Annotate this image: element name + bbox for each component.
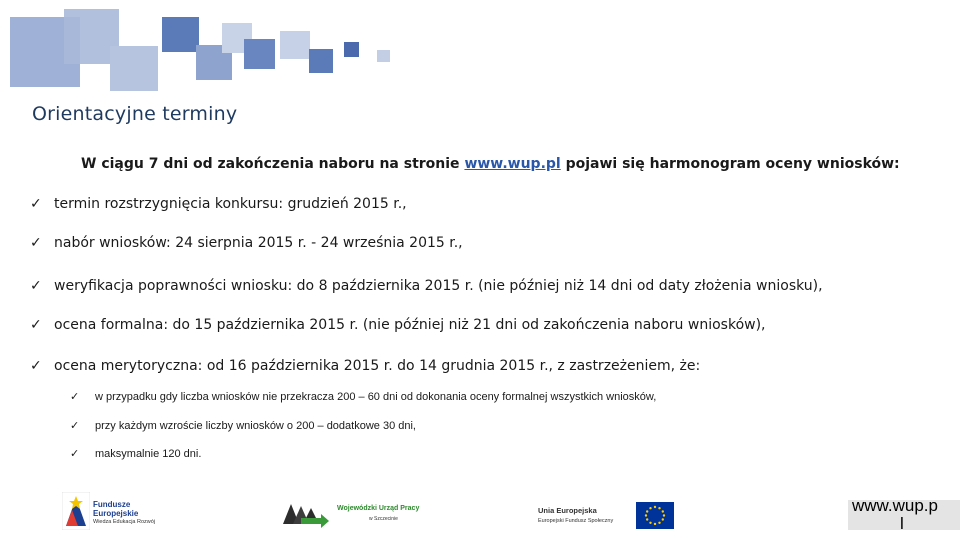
sub-list-item-text: maksymalnie 120 dni. (95, 448, 202, 460)
fundusze-europejskie-logo (62, 492, 182, 532)
check-icon: ✓ (70, 390, 80, 403)
list-item-text: nabór wniosków: 24 sierpnia 2015 r. - 24 września 2015 r., (54, 235, 463, 251)
intro-text (81, 156, 900, 172)
list-item (30, 317, 766, 333)
list-item (30, 278, 823, 294)
check-icon: ✓ (30, 317, 42, 333)
fe-emblem-icon (62, 492, 90, 530)
list-item (30, 196, 407, 212)
intro-after: pojawi się harmonogram oceny wniosków: (560, 156, 900, 172)
list-item-text: termin rozstrzygnięcia konkursu: grudzień 2015 r., (54, 196, 407, 212)
intro-before: W ciągu 7 dni od zakończenia naboru na stronie (81, 156, 465, 172)
check-icon: ✓ (70, 419, 80, 432)
wup-line2: w Szczecinie (369, 516, 398, 522)
wup-emblem-icon (281, 498, 331, 528)
check-icon: ✓ (30, 196, 42, 212)
list-item (30, 235, 463, 251)
check-icon: ✓ (70, 447, 80, 460)
unia-europejska-logo (538, 502, 678, 532)
list-item-text: ocena formalna: do 15 października 2015 r. (nie później niż 21 dni od zakończenia naboru wniosków), (54, 317, 766, 333)
url-text[interactable]: www.wup.p (852, 496, 938, 515)
wup-logo (281, 498, 431, 530)
wup-line1: Wojewódzki Urząd Pracy (337, 505, 420, 512)
fe-line2: Europejskie (93, 509, 139, 518)
ue-line1: Unia Europejska (538, 506, 597, 515)
sub-list-item (70, 447, 201, 460)
eu-flag-icon (636, 502, 674, 529)
sub-list-item-text: przy każdym wzroście liczby wniosków o 200 – dodatkowe 30 dni, (95, 420, 416, 432)
fe-line3: Wiedza Edukacja Rozwój (93, 519, 156, 525)
slide-title: Orientacyjne terminy (32, 103, 238, 125)
check-icon: ✓ (30, 278, 42, 294)
list-item-text: weryfikacja poprawności wniosku: do 8 października 2015 r. (nie później niż 14 dni od daty złożenia wniosku), (54, 278, 823, 294)
ue-line2: Europejski Fundusz Społeczny (538, 518, 614, 524)
list-item (30, 358, 700, 374)
sub-list-item-text: w przypadku gdy liczba wniosków nie przekracza 200 – 60 dni od dokonania oceny formalnej wszystkich wniosków, (95, 391, 657, 403)
wup-link[interactable]: www.wup.pl (464, 156, 561, 172)
sub-list-item (70, 419, 416, 432)
list-item-text: ocena merytoryczna: od 16 października 2015 r. do 14 grudnia 2015 r., z zastrzeżeniem, że: (54, 358, 701, 374)
check-icon: ✓ (30, 235, 42, 251)
check-icon: ✓ (30, 358, 42, 374)
url-text-wrap: l (900, 514, 904, 533)
sub-list-item (70, 390, 656, 403)
fe-line1: Fundusze (93, 500, 131, 509)
